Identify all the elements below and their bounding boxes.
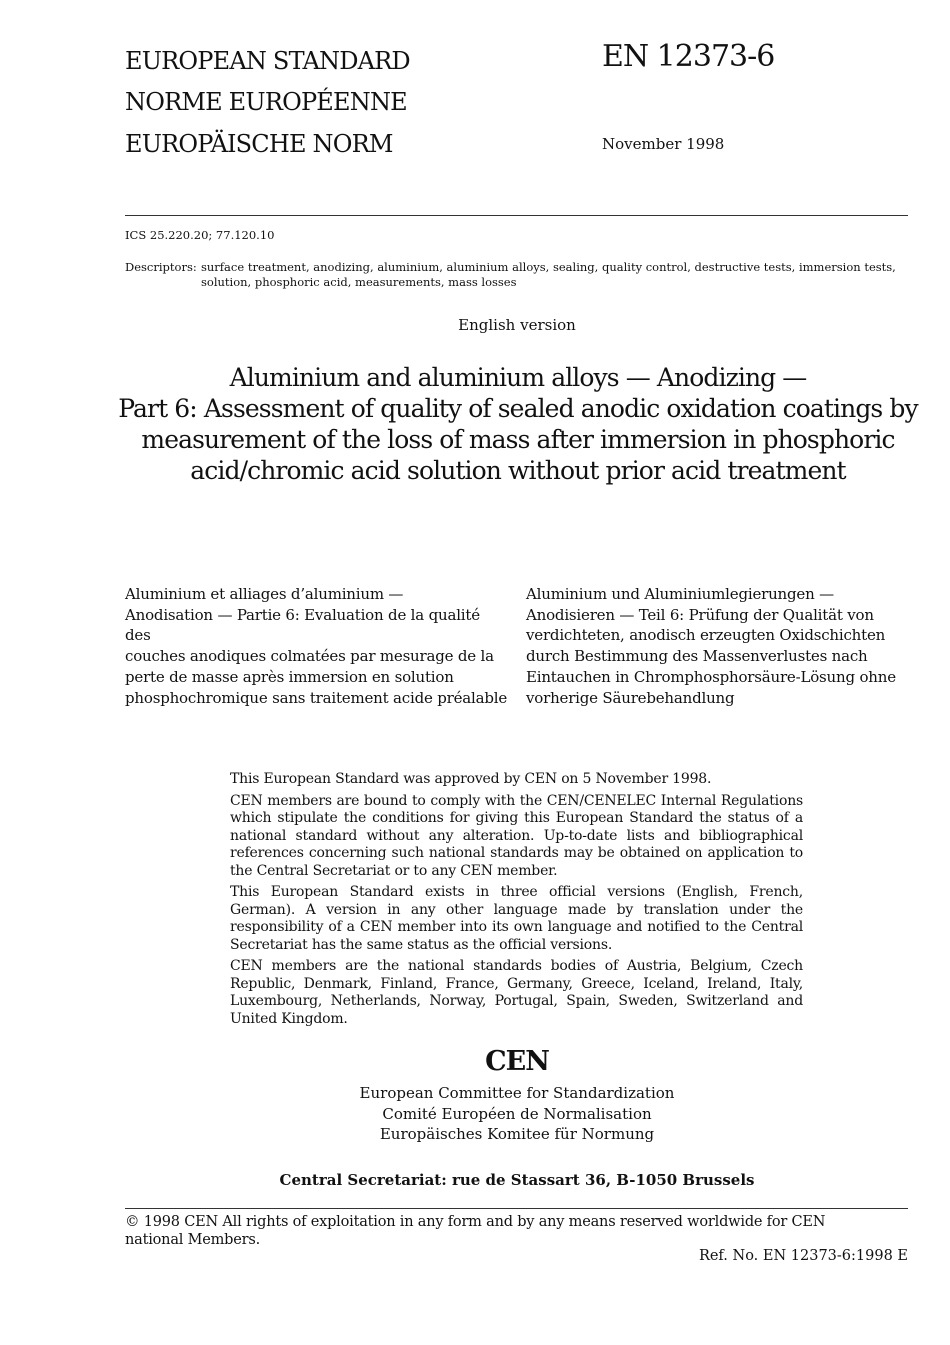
french-title-line: Anodisation — Partie 6: Evaluation de la qualité des bbox=[125, 605, 480, 645]
descriptors-line: surface treatment, anodizing, aluminium, aluminium alloys, sealing, quality control, destructive tests, immersion tests, bbox=[201, 260, 896, 274]
title-line: Part 6: Assessment of quality of sealed anodic oxidation coatings by bbox=[118, 394, 918, 423]
french-title-line: couches anodiques colmatées par mesurage de la bbox=[125, 647, 494, 666]
descriptors-label: Descriptors: bbox=[125, 260, 197, 274]
title-line: measurement of the loss of mass after immersion in phosphoric bbox=[141, 425, 895, 454]
french-title-line: perte de masse après immersion en solution bbox=[125, 667, 454, 686]
approval-paragraph: CEN members are bound to comply with the CEN/CENELEC Internal Regulations which stipulate the conditions for giving this European Standard the status of a national standard without any alteration. Up-to-date lists and bibliographical references concerning such national standards may be obtained on application to the Central Secretariat or to any CEN member. bbox=[230, 792, 803, 879]
german-title-line: Aluminium und Aluminiumlegierungen — bbox=[526, 585, 834, 603]
french-title bbox=[125, 584, 510, 708]
descriptors-text bbox=[201, 260, 901, 290]
cen-name-line: Comité Européen de Normalisation bbox=[382, 1104, 652, 1123]
copyright-notice: © 1998 CEN All rights of exploitation in any form and by any means reserved worldwide for CEN national Members. bbox=[125, 1214, 826, 1248]
reference-number: Ref. No. EN 12373-6:1998 E bbox=[698, 1248, 908, 1264]
french-title-line: phosphochromique sans traitement acide préalable bbox=[125, 688, 508, 707]
german-title-line: durch Bestimmung des Massenverlustes nach bbox=[526, 647, 868, 666]
header-divider bbox=[125, 215, 908, 216]
approval-info bbox=[230, 771, 803, 1032]
german-title-line: verdichteten, anodisch erzeugten Oxidschichten bbox=[526, 626, 886, 645]
header-line-fr: NORME EUROPÉENNE bbox=[125, 88, 407, 116]
ics-code: ICS 25.220.20; 77.120.10 bbox=[125, 228, 275, 242]
cen-name-line: Europäisches Komitee für Normung bbox=[379, 1125, 655, 1144]
approval-paragraph: CEN members are the national standards bodies of Austria, Belgium, Czech Republic, Denmark, Finland, France, Germany, Greece, Iceland, Ireland, Italy, Luxembourg, Netherlands, Norway, Portugal, Spain, Sweden, Switzerland and United Kingdom. bbox=[230, 958, 803, 1027]
german-title bbox=[526, 584, 911, 708]
german-title-line: vorherige Säurebehandlung bbox=[526, 688, 735, 707]
german-title-line: Anodisieren — Teil 6: Prüfung der Qualität von bbox=[526, 605, 874, 624]
descriptors-line: solution, phosphoric acid, measurements, mass losses bbox=[201, 275, 517, 289]
header-line-de: EUROPÄISCHE NORM bbox=[125, 130, 393, 158]
german-title-line: Eintauchen in Chromphosphorsäure-Lösung ohne bbox=[526, 667, 896, 686]
document-title bbox=[118, 362, 918, 486]
cen-logo: CEN bbox=[485, 1046, 549, 1077]
title-line: acid/chromic acid solution without prior acid treatment bbox=[190, 456, 846, 485]
central-secretariat: Central Secretariat: rue de Stassart 36, B-1050 Brussels bbox=[279, 1171, 755, 1189]
footer-divider bbox=[125, 1208, 908, 1209]
language-version: English version bbox=[458, 316, 576, 334]
cen-names bbox=[42, 1083, 950, 1145]
document-number: EN 12373-6 bbox=[602, 39, 775, 74]
publication-date: November 1998 bbox=[602, 135, 725, 153]
header-line-en: EUROPEAN STANDARD bbox=[125, 47, 410, 75]
title-line: Aluminium and aluminium alloys — Anodizing — bbox=[229, 363, 807, 392]
french-title-line: Aluminium et alliages d’aluminium — bbox=[125, 585, 404, 603]
cen-name-line: European Committee for Standardization bbox=[359, 1084, 675, 1102]
approval-paragraph: This European Standard exists in three official versions (English, French, German). A version in any other language made by translation under the responsibility of a CEN member into its own language and notified to the Central Secretariat has the same status as the official versions. bbox=[230, 884, 803, 953]
approval-paragraph: This European Standard was approved by CEN on 5 November 1998. bbox=[230, 771, 712, 787]
